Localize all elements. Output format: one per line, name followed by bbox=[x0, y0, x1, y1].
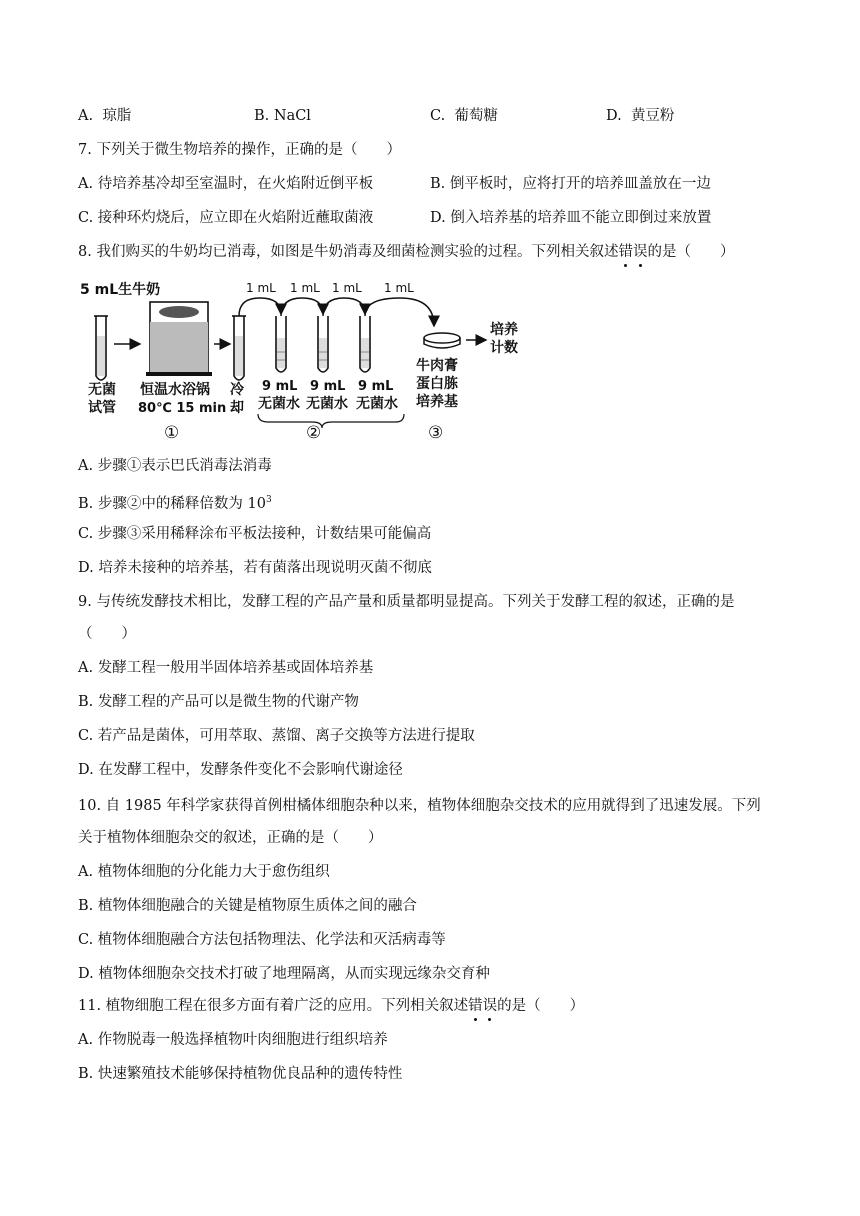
bath-label-1: 恒温水浴锅 bbox=[140, 382, 210, 398]
milk-label: 5 mL生牛奶 bbox=[80, 282, 161, 298]
q6-option-d: D. 黄豆粉 bbox=[606, 108, 675, 124]
dilution-tube bbox=[360, 316, 370, 372]
result-label-1: 培养 bbox=[490, 322, 518, 338]
tube-label-1: 无菌 bbox=[88, 382, 116, 398]
step-2-label: ② bbox=[306, 423, 322, 443]
q9-option-d: D. 在发酵工程中，发酵条件变化不会影响代谢途径 bbox=[78, 762, 403, 778]
transfer-label: 1 mL bbox=[246, 281, 276, 295]
transfer-label: 1 mL bbox=[332, 281, 362, 295]
q10-option-b: B. 植物体细胞融合的关键是植物原生质体之间的融合 bbox=[78, 898, 417, 914]
emphasis-dot: 错 bbox=[468, 998, 483, 1014]
q7-stem: 7. 下列关于微生物培养的操作，正确的是（ ） bbox=[78, 142, 401, 158]
dilution-tube bbox=[276, 316, 286, 372]
medium-label-3: 培养基 bbox=[416, 394, 458, 410]
cooled-tube bbox=[232, 316, 246, 380]
q11-option-a: A. 作物脱毒一般选择植物叶肉细胞进行组织培养 bbox=[78, 1032, 388, 1048]
q9-stem-line1: 9. 与传统发酵技术相比，发酵工程的产品产量和质量都明显提高。下列关于发酵工程的叙述，正确的是 bbox=[78, 594, 735, 610]
medium-label-1: 牛肉膏 bbox=[416, 358, 458, 374]
emphasis-dot: 误 bbox=[632, 244, 648, 260]
step-3-label: ③ bbox=[428, 423, 444, 443]
q10-option-c: C. 植物体细胞融合方法包括物理法、化学法和灭活病毒等 bbox=[78, 932, 446, 948]
water-volume: 9 mL bbox=[358, 379, 394, 394]
q9-option-c: C. 若产品是菌体，可用萃取、蒸馏、离子交换等方法进行提取 bbox=[78, 728, 475, 744]
water-label: 无菌水 bbox=[258, 396, 300, 412]
q6-option-c: C. 葡萄糖 bbox=[430, 108, 498, 124]
brace bbox=[258, 414, 404, 428]
transfer-arcs bbox=[239, 298, 434, 326]
emphasis-dot: 误 bbox=[482, 998, 498, 1014]
q8-option-a: A. 步骤①表示巴氏消毒法消毒 bbox=[78, 458, 272, 474]
q10-option-d: D. 植物体细胞杂交技术打破了地理隔离，从而实现远缘杂交育种 bbox=[78, 966, 490, 982]
dilution-tube bbox=[318, 316, 328, 372]
q7-option-c: C. 接种环灼烧后，应立即在火焰附近蘸取菌液 bbox=[78, 210, 374, 226]
q7-option-d: D. 倒入培养基的培养皿不能立即倒过来放置 bbox=[430, 210, 712, 226]
bath-label-2: 80℃ 15 min bbox=[138, 401, 227, 416]
medium-label-2: 蛋白胨 bbox=[416, 376, 458, 392]
q9-option-a: A. 发酵工程一般用半固体培养基或固体培养基 bbox=[78, 660, 374, 676]
q8-option-d: D. 培养未接种的培养基，若有菌落出现说明灭菌不彻底 bbox=[78, 560, 432, 576]
q8-stem: 8. 我们购买的牛奶均已消毒，如图是牛奶消毒及细菌检测实验的过程。下列相关叙述错误的是（ ） bbox=[78, 244, 735, 260]
transfer-label: 1 mL bbox=[290, 281, 320, 295]
cool-label-2: 却 bbox=[230, 400, 244, 416]
q8-option-b: B. 步骤②中的稀释倍数为 $10^3$ bbox=[78, 495, 272, 512]
water-volume: 9 mL bbox=[310, 379, 346, 394]
cool-label-1: 冷 bbox=[230, 382, 244, 398]
petri-dish bbox=[424, 333, 460, 348]
q10-option-a: A. 植物体细胞的分化能力大于愈伤组织 bbox=[78, 864, 330, 880]
water-volume: 9 mL bbox=[262, 379, 298, 394]
q11-stem: 11. 植物细胞工程在很多方面有着广泛的应用。下列相关叙述错误的是（ ） bbox=[78, 998, 585, 1014]
q10-stem-line1: 10. 自 1985 年科学家获得首例柑橘体细胞杂种以来，植物体细胞杂交技术的应用就得到了迅速发展。下列 bbox=[78, 798, 761, 814]
q9-option-b: B. 发酵工程的产品可以是微生物的代谢产物 bbox=[78, 694, 359, 710]
water-label: 无菌水 bbox=[306, 396, 348, 412]
emphasis-dot: 错 bbox=[618, 244, 633, 260]
water-bath bbox=[146, 302, 212, 376]
water-label: 无菌水 bbox=[356, 396, 398, 412]
q11-option-b: B. 快速繁殖技术能够保持植物优良品种的遗传特性 bbox=[78, 1066, 403, 1082]
q10-stem-line2: 关于植物体细胞杂交的叙述，正确的是（ ） bbox=[78, 830, 383, 846]
q7-option-b: B. 倒平板时，应将打开的培养皿盖放在一边 bbox=[430, 176, 711, 192]
q9-stem-line2: （ ） bbox=[78, 626, 136, 642]
step-1-label: ① bbox=[164, 423, 180, 443]
result-label-2: 计数 bbox=[490, 340, 518, 356]
transfer-label: 1 mL bbox=[384, 281, 414, 295]
q6-option-a: A. 琼脂 bbox=[78, 108, 132, 124]
tube-label-2: 试管 bbox=[88, 400, 116, 416]
q8-option-c: C. 步骤③采用稀释涂布平板法接种，计数结果可能偏高 bbox=[78, 526, 432, 542]
sterile-tube bbox=[94, 316, 108, 380]
q6-option-b: B. NaCl bbox=[254, 108, 311, 124]
milk-sterilization-diagram bbox=[78, 276, 538, 446]
q7-option-a: A. 待培养基冷却至室温时，在火焰附近倒平板 bbox=[78, 176, 374, 192]
